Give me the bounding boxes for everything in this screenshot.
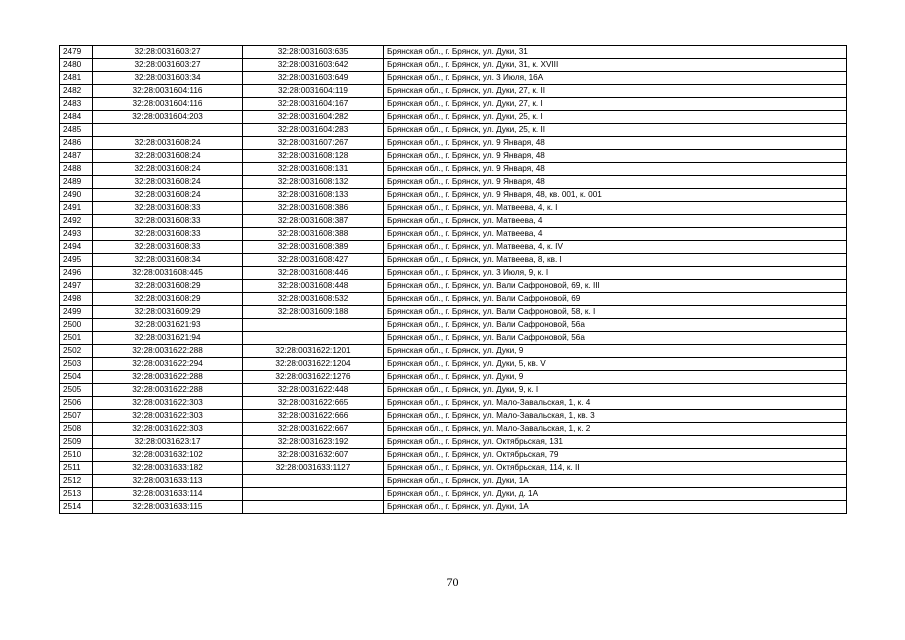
table-row: [60, 332, 847, 345]
row-number-cell: 2480: [60, 59, 93, 72]
address-cell: Брянская обл., г. Брянск, ул. Дуки, 27, к. I: [384, 98, 847, 111]
row-number-cell: 2514: [60, 501, 93, 514]
object-cadastral-number-cell: 32:28:0031622:667: [243, 423, 384, 436]
table-row: [60, 202, 847, 215]
table-row: [60, 267, 847, 280]
address-cell: Брянская обл., г. Брянск, ул. 9 Января, 48: [384, 150, 847, 163]
row-number-cell: 2498: [60, 293, 93, 306]
row-number-cell: 2501: [60, 332, 93, 345]
table-row: [60, 397, 847, 410]
address-cell: Брянская обл., г. Брянск, ул. Матвеева, 4: [384, 215, 847, 228]
object-cadastral-number-cell: 32:28:0031622:666: [243, 410, 384, 423]
object-cadastral-number-cell: 32:28:0031608:446: [243, 267, 384, 280]
address-cell: Брянская обл., г. Брянск, ул. Вали Сафроновой, 69, к. III: [384, 280, 847, 293]
land-cadastral-number-cell: 32:28:0031622:288: [93, 345, 243, 358]
object-cadastral-number-cell: 32:28:0031608:532: [243, 293, 384, 306]
object-cadastral-number-cell: 32:28:0031608:386: [243, 202, 384, 215]
address-cell: Брянская обл., г. Брянск, ул. 9 Января, 48: [384, 137, 847, 150]
object-cadastral-number-cell: 32:28:0031608:387: [243, 215, 384, 228]
land-cadastral-number-cell: 32:28:0031608:34: [93, 254, 243, 267]
object-cadastral-number-cell: [243, 488, 384, 501]
address-cell: Брянская обл., г. Брянск, ул. Дуки, 5, кв. V: [384, 358, 847, 371]
object-cadastral-number-cell: 32:28:0031622:1276: [243, 371, 384, 384]
land-cadastral-number-cell: 32:28:0031608:24: [93, 189, 243, 202]
page-number: 70: [446, 575, 459, 589]
address-cell: Брянская обл., г. Брянск, ул. Вали Сафроновой, 58, к. I: [384, 306, 847, 319]
table-body: [60, 46, 847, 514]
object-cadastral-number-cell: 32:28:0031622:1204: [243, 358, 384, 371]
land-cadastral-number-cell: 32:28:0031603:27: [93, 46, 243, 59]
address-cell: Брянская обл., г. Брянск, ул. 9 Января, 48: [384, 163, 847, 176]
address-cell: Брянская обл., г. Брянск, ул. Дуки, д. 1А: [384, 488, 847, 501]
row-number-cell: 2492: [60, 215, 93, 228]
land-cadastral-number-cell: 32:28:0031622:288: [93, 384, 243, 397]
object-cadastral-number-cell: 32:28:0031603:649: [243, 72, 384, 85]
land-cadastral-number-cell: 32:28:0031622:303: [93, 423, 243, 436]
object-cadastral-number-cell: [243, 475, 384, 488]
object-cadastral-number-cell: 32:28:0031609:188: [243, 306, 384, 319]
address-cell: Брянская обл., г. Брянск, ул. Октябрьская, 114, к. II: [384, 462, 847, 475]
table-row: [60, 176, 847, 189]
table-row: [60, 215, 847, 228]
row-number-cell: 2491: [60, 202, 93, 215]
land-cadastral-number-cell: 32:28:0031608:33: [93, 241, 243, 254]
table-row: [60, 436, 847, 449]
address-cell: Брянская обл., г. Брянск, ул. Мало-Завальская, 1, к. 2: [384, 423, 847, 436]
table-row: [60, 124, 847, 137]
land-cadastral-number-cell: 32:28:0031608:33: [93, 215, 243, 228]
address-cell: Брянская обл., г. Брянск, ул. Дуки, 27, к. II: [384, 85, 847, 98]
row-number-cell: 2494: [60, 241, 93, 254]
address-cell: Брянская обл., г. Брянск, ул. Дуки, 1А: [384, 475, 847, 488]
address-cell: Брянская обл., г. Брянск, ул. Дуки, 31: [384, 46, 847, 59]
cadastral-table: [59, 45, 847, 514]
object-cadastral-number-cell: 32:28:0031608:388: [243, 228, 384, 241]
land-cadastral-number-cell: 32:28:0031633:113: [93, 475, 243, 488]
table-row: [60, 228, 847, 241]
table-row: [60, 98, 847, 111]
row-number-cell: 2512: [60, 475, 93, 488]
table-row: [60, 72, 847, 85]
address-cell: Брянская обл., г. Брянск, ул. Дуки, 31, к. XVIII: [384, 59, 847, 72]
row-number-cell: 2509: [60, 436, 93, 449]
table-row: [60, 371, 847, 384]
table-row: [60, 319, 847, 332]
land-cadastral-number-cell: 32:28:0031622:294: [93, 358, 243, 371]
object-cadastral-number-cell: 32:28:0031604:283: [243, 124, 384, 137]
row-number-cell: 2495: [60, 254, 93, 267]
land-cadastral-number-cell: 32:28:0031632:102: [93, 449, 243, 462]
row-number-cell: 2484: [60, 111, 93, 124]
row-number-cell: 2507: [60, 410, 93, 423]
row-number-cell: 2513: [60, 488, 93, 501]
row-number-cell: 2489: [60, 176, 93, 189]
object-cadastral-number-cell: 32:28:0031603:635: [243, 46, 384, 59]
address-cell: Брянская обл., г. Брянск, ул. Дуки, 9: [384, 345, 847, 358]
address-cell: Брянская обл., г. Брянск, ул. Вали Сафроновой, 56а: [384, 319, 847, 332]
table-row: [60, 163, 847, 176]
land-cadastral-number-cell: 32:28:0031622:303: [93, 410, 243, 423]
object-cadastral-number-cell: 32:28:0031608:131: [243, 163, 384, 176]
address-cell: Брянская обл., г. Брянск, ул. Мало-Завальская, 1, к. 4: [384, 397, 847, 410]
land-cadastral-number-cell: 32:28:0031608:24: [93, 137, 243, 150]
land-cadastral-number-cell: 32:28:0031633:182: [93, 462, 243, 475]
row-number-cell: 2479: [60, 46, 93, 59]
row-number-cell: 2488: [60, 163, 93, 176]
address-cell: Брянская обл., г. Брянск, ул. Вали Сафроновой, 69: [384, 293, 847, 306]
row-number-cell: 2502: [60, 345, 93, 358]
address-cell: Брянская обл., г. Брянск, ул. Дуки, 25, к. II: [384, 124, 847, 137]
table-row: [60, 501, 847, 514]
table-row: [60, 462, 847, 475]
address-cell: Брянская обл., г. Брянск, ул. Матвеева, 8, кв. I: [384, 254, 847, 267]
object-cadastral-number-cell: 32:28:0031608:132: [243, 176, 384, 189]
row-number-cell: 2482: [60, 85, 93, 98]
table-row: [60, 293, 847, 306]
land-cadastral-number-cell: 32:28:0031608:24: [93, 176, 243, 189]
table-row: [60, 423, 847, 436]
address-cell: Брянская обл., г. Брянск, ул. Октябрьская, 131: [384, 436, 847, 449]
land-cadastral-number-cell: 32:28:0031608:29: [93, 280, 243, 293]
land-cadastral-number-cell: 32:28:0031633:114: [93, 488, 243, 501]
object-cadastral-number-cell: [243, 332, 384, 345]
table-row: [60, 345, 847, 358]
table-row: [60, 46, 847, 59]
address-cell: Брянская обл., г. Брянск, ул. Матвеева, 4: [384, 228, 847, 241]
address-cell: Брянская обл., г. Брянск, ул. 9 Января, 48: [384, 176, 847, 189]
land-cadastral-number-cell: 32:28:0031608:24: [93, 150, 243, 163]
address-cell: Брянская обл., г. Брянск, ул. Мало-Завальская, 1, кв. 3: [384, 410, 847, 423]
land-cadastral-number-cell: 32:28:0031608:33: [93, 228, 243, 241]
table-row: [60, 384, 847, 397]
object-cadastral-number-cell: 32:28:0031608:448: [243, 280, 384, 293]
object-cadastral-number-cell: 32:28:0031633:1127: [243, 462, 384, 475]
land-cadastral-number-cell: 32:28:0031604:116: [93, 85, 243, 98]
row-number-cell: 2503: [60, 358, 93, 371]
address-cell: Брянская обл., г. Брянск, ул. Октябрьская, 79: [384, 449, 847, 462]
address-cell: Брянская обл., г. Брянск, ул. 9 Января, 48, кв. 001, к. 001: [384, 189, 847, 202]
row-number-cell: 2504: [60, 371, 93, 384]
table-row: [60, 254, 847, 267]
row-number-cell: 2483: [60, 98, 93, 111]
table-row: [60, 410, 847, 423]
address-cell: Брянская обл., г. Брянск, ул. 3 Июля, 16А: [384, 72, 847, 85]
address-cell: Брянская обл., г. Брянск, ул. Дуки, 25, к. I: [384, 111, 847, 124]
table-row: [60, 189, 847, 202]
object-cadastral-number-cell: 32:28:0031608:133: [243, 189, 384, 202]
table-row: [60, 241, 847, 254]
land-cadastral-number-cell: 32:28:0031604:203: [93, 111, 243, 124]
table-row: [60, 111, 847, 124]
land-cadastral-number-cell: 32:28:0031621:93: [93, 319, 243, 332]
row-number-cell: 2496: [60, 267, 93, 280]
table-row: [60, 449, 847, 462]
table-row: [60, 488, 847, 501]
row-number-cell: 2487: [60, 150, 93, 163]
address-cell: Брянская обл., г. Брянск, ул. Дуки, 9: [384, 371, 847, 384]
land-cadastral-number-cell: 32:28:0031608:24: [93, 163, 243, 176]
object-cadastral-number-cell: 32:28:0031608:427: [243, 254, 384, 267]
land-cadastral-number-cell: 32:28:0031622:288: [93, 371, 243, 384]
object-cadastral-number-cell: 32:28:0031604:167: [243, 98, 384, 111]
row-number-cell: 2506: [60, 397, 93, 410]
land-cadastral-number-cell: 32:28:0031621:94: [93, 332, 243, 345]
land-cadastral-number-cell: 32:28:0031623:17: [93, 436, 243, 449]
address-cell: Брянская обл., г. Брянск, ул. Дуки, 9, к. I: [384, 384, 847, 397]
object-cadastral-number-cell: 32:28:0031608:389: [243, 241, 384, 254]
row-number-cell: 2497: [60, 280, 93, 293]
address-cell: Брянская обл., г. Брянск, ул. Вали Сафроновой, 56а: [384, 332, 847, 345]
object-cadastral-number-cell: [243, 319, 384, 332]
object-cadastral-number-cell: 32:28:0031623:192: [243, 436, 384, 449]
object-cadastral-number-cell: 32:28:0031622:448: [243, 384, 384, 397]
land-cadastral-number-cell: 32:28:0031603:34: [93, 72, 243, 85]
object-cadastral-number-cell: 32:28:0031632:607: [243, 449, 384, 462]
object-cadastral-number-cell: 32:28:0031604:282: [243, 111, 384, 124]
land-cadastral-number-cell: 32:28:0031633:115: [93, 501, 243, 514]
row-number-cell: 2481: [60, 72, 93, 85]
object-cadastral-number-cell: 32:28:0031622:1201: [243, 345, 384, 358]
land-cadastral-number-cell: 32:28:0031622:303: [93, 397, 243, 410]
object-cadastral-number-cell: 32:28:0031608:128: [243, 150, 384, 163]
row-number-cell: 2508: [60, 423, 93, 436]
table-row: [60, 306, 847, 319]
address-cell: Брянская обл., г. Брянск, ул. 3 Июля, 9, к. I: [384, 267, 847, 280]
row-number-cell: 2500: [60, 319, 93, 332]
object-cadastral-number-cell: [243, 501, 384, 514]
object-cadastral-number-cell: 32:28:0031607:267: [243, 137, 384, 150]
address-cell: Брянская обл., г. Брянск, ул. Матвеева, 4, к. IV: [384, 241, 847, 254]
land-cadastral-number-cell: 32:28:0031608:445: [93, 267, 243, 280]
object-cadastral-number-cell: 32:28:0031603:642: [243, 59, 384, 72]
row-number-cell: 2490: [60, 189, 93, 202]
table-row: [60, 358, 847, 371]
object-cadastral-number-cell: 32:28:0031622:665: [243, 397, 384, 410]
address-cell: Брянская обл., г. Брянск, ул. Дуки, 1А: [384, 501, 847, 514]
table-row: [60, 85, 847, 98]
table-row: [60, 137, 847, 150]
land-cadastral-number-cell: [93, 124, 243, 137]
row-number-cell: 2499: [60, 306, 93, 319]
table-row: [60, 280, 847, 293]
land-cadastral-number-cell: 32:28:0031604:116: [93, 98, 243, 111]
row-number-cell: 2511: [60, 462, 93, 475]
table-row: [60, 475, 847, 488]
row-number-cell: 2486: [60, 137, 93, 150]
land-cadastral-number-cell: 32:28:0031608:29: [93, 293, 243, 306]
land-cadastral-number-cell: 32:28:0031608:33: [93, 202, 243, 215]
land-cadastral-number-cell: 32:28:0031609:29: [93, 306, 243, 319]
row-number-cell: 2485: [60, 124, 93, 137]
object-cadastral-number-cell: 32:28:0031604:119: [243, 85, 384, 98]
address-cell: Брянская обл., г. Брянск, ул. Матвеева, 4, к. I: [384, 202, 847, 215]
row-number-cell: 2505: [60, 384, 93, 397]
table-row: [60, 59, 847, 72]
table-row: [60, 150, 847, 163]
land-cadastral-number-cell: 32:28:0031603:27: [93, 59, 243, 72]
row-number-cell: 2493: [60, 228, 93, 241]
row-number-cell: 2510: [60, 449, 93, 462]
